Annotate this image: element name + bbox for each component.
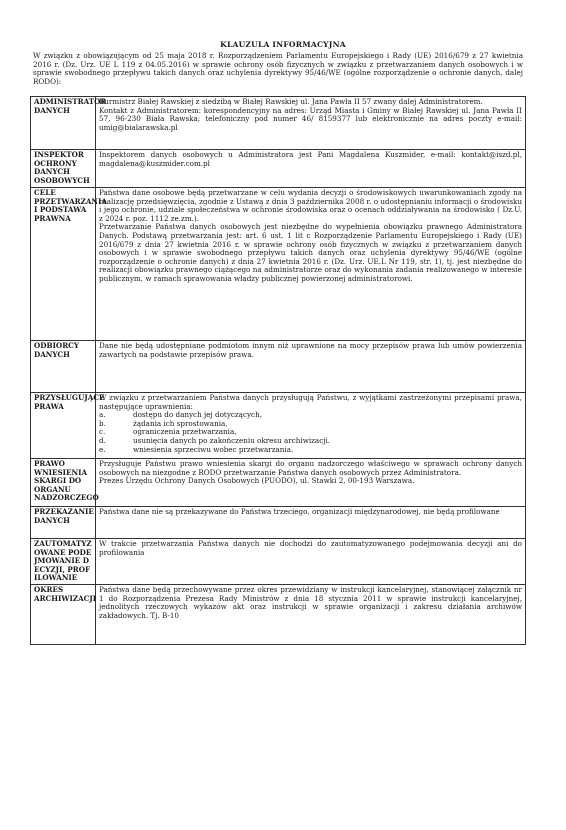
recipients-paragraph: Dane nie będą udostępniane podmiotom innym niż uprawnione na mocy przepisów prawa lub umów powierzenia zawartych na podstawie przepisów prawa. [99,341,522,359]
label-inspector: INSPEKTOR OCHRONY DANYCH OSOBOWYCH [31,150,96,188]
content-administrator [96,97,526,150]
label-purposes: CELE PRZETWARZANIA I PODSTAWA PRAWNA [31,188,96,341]
list-item-text: ograniczenia przetwarzania, [133,427,237,437]
label-recipients: ODBIORCY DANYCH [31,341,96,393]
row-inspector [31,150,526,188]
row-automated-decisions [31,539,526,585]
content-purposes [96,188,526,341]
archiving-paragraph: Państwa dane będą przechowywane przez okres przewidziany w instrukcji kancelaryjnej, stanowiącej załącznik nr 1 do Rozporządzenia Prezesa Rady Ministrów z dnia 18 stycznia 2011 w sprawie instrukcji kancelaryjnej, jednolitych rzeczowych wykazów akt oraz instrukcji w sprawie organizacji i zakresu działania archiwów zakładowych. Tj. B-10 [99,584,522,620]
list-marker: c. [99,427,106,437]
document-title: KLAUZULA INFORMACYJNA [220,40,346,49]
label-complaint: PRAWO WNIESIENIA SKARGI DO ORGANU NADZORCZEGO [31,459,96,507]
label-administrator: ADMINISTRATOR DANYCH [31,97,96,150]
content-inspector [96,150,526,188]
list-item-text: wniesienia sprzeciwu wobec przetwarzania. [133,444,294,454]
complaint-paragraph: Przysługuje Państwu prawo wniesienia skargi do organu nadzorczego właściwego w sprawach ochrony danych osobowych na niezgodne z RODO przetwarzanie Państwa danych osobowych przez Administratora. [99,459,522,477]
label-rights: PRZYSŁUGUJĄCE PRAWA [31,393,96,459]
list-item [99,446,522,455]
content-rights [96,393,526,459]
list-item-text: dostępu do danych jej dotyczących, [133,410,262,420]
rights-list [99,411,522,454]
list-marker: a. [99,410,106,420]
row-complaint [31,459,526,507]
label-archiving: OKRES ARCHIWIZACJI [31,584,96,644]
intro-paragraph: W związku z obowiązującym od 25 maja 2018 r. Rozporządzeniem Parlamentu Europejskiego i Rady (UE) 2016/679 z 27 kwietnia 2016 r. (Dz. Urz. UE L 119 z 04.05.2016) w sprawie ochrony osób fizycznych w związku z przetwarzaniem danych osobowych i w sprawie swobodnego przepływu takich danych oraz uchylenia dyrektywy 95/46/WE (ogólne rozporządzenie o ochronie danych, dalej RODO): [33,51,523,86]
list-marker: d. [99,435,106,445]
content-complaint [96,459,526,507]
information-table [30,96,526,645]
content-archiving [96,584,526,644]
list-marker: b. [99,418,106,428]
legal-basis-paragraph: Przetwarzanie Państwa danych osobowych jest niezbędne do wypełnienia obowiązku prawnego Administratora Danych. Podstawą przetwarzania jest: art. 6 ust. 1 lit c Rozporządzenie Parlamentu Europejskiego i Rady (UE) 2016/679 z dnia 27 kwietnia 2016 r. w sprawie ochrony osób fizycznych w związku z przetwarzaniem danych osobowych i w sprawie swobodnego przepływu takich danych oraz uchylenia dyrektywy 95/46/WE (ogólne rozporządzenie o ochronie danych) z dnia 27 kwietnia 2016 r. (Dz. Urz. UE.L Nr 119, str. 1), tj. jest niezbędne do realizacji obowiązku prawnego ciążącego na administratorze oraz do wykonania zadania realizowanego w interesie publicznym, w ramach sprawowania władzy publicznej powierzonej administratorowi. [99,222,522,283]
row-archiving [31,584,526,644]
row-transfer [31,507,526,539]
row-administrator [31,97,526,150]
row-purposes [31,188,526,341]
row-rights [31,393,526,459]
list-item-text: żądania ich sprostowania, [133,418,228,428]
row-recipients [31,341,526,393]
content-automated-decisions [96,539,526,585]
content-recipients [96,341,526,393]
rights-intro: W związku z przetwarzaniem Państwa danych przysługują Państwu, z wyjątkami zastrzeżonymi przepisami prawa, następujące uprawnienia: [99,393,522,411]
content-transfer [96,507,526,539]
list-marker: e. [99,444,106,454]
purposes-paragraph: Państwa dane osobowe będą przetwarzane w celu wydania decyzji o środowiskowych uwarunkowaniach zgody na realizację przedsięwzięcia, zgodnie z Ustawą z dnia 3 października 2008 r. o udostępnianiu informacji o środowisku i jego ochronie, udziale społeczeństwa w ochronie środowiska oraz o ocenach oddziaływania na środowisko ( Dz.U. z 2024 r. poz. 1112 ze.zm.). [99,188,522,223]
label-automated-decisions: ZAUTOMATYZOWANE PODEJMOWANIE DECYZJI, PROFILOWANIE [31,539,96,585]
supervisory-authority-address: Prezes Urzędu Ochrony Danych Osobowych (PUODO), ul. Stawki 2, 00-193 Warszawa. [99,476,415,486]
inspector-paragraph: Inspektorem danych osobowych u Administratora jest Pani Magdalena Kuszmider, e-mail: kontakt@iszd.pl, magdalena@kuszmider.com.pl [99,150,522,168]
automated-decisions-paragraph: W trakcie przetwarzania Państwa danych nie dochodzi do zautomatyzowanego podejmowania decyzji ani do profilowania [99,539,522,557]
label-transfer: PRZEKAZANIE DANYCH [31,507,96,539]
administrator-paragraph: Burmistrz Białej Rawskiej z siedzibą w Białej Rawskiej ul. Jana Pawła II 57 zwany dalej Administratorem. [99,97,483,106]
transfer-paragraph: Państwa dane nie są przekazywane do Państwa trzeciego, organizacji międzynarodowej, nie będą profilowane [99,507,500,516]
list-item-text: usunięcia danych po zakończeniu okresu archiwizacji. [133,435,331,445]
administrator-contact-paragraph: Kontakt z Administratorem: korespondencyjny na adres: Urząd Miasta i Gminy w Białej Rawskiej ul. Jana Pawła II 57, 96-230 Biała Rawska; telefoniczny pod numer 46/ 8159377 lub elektronicznie na adres poczty e-mail: umig@bialarawska.pl [99,105,522,132]
